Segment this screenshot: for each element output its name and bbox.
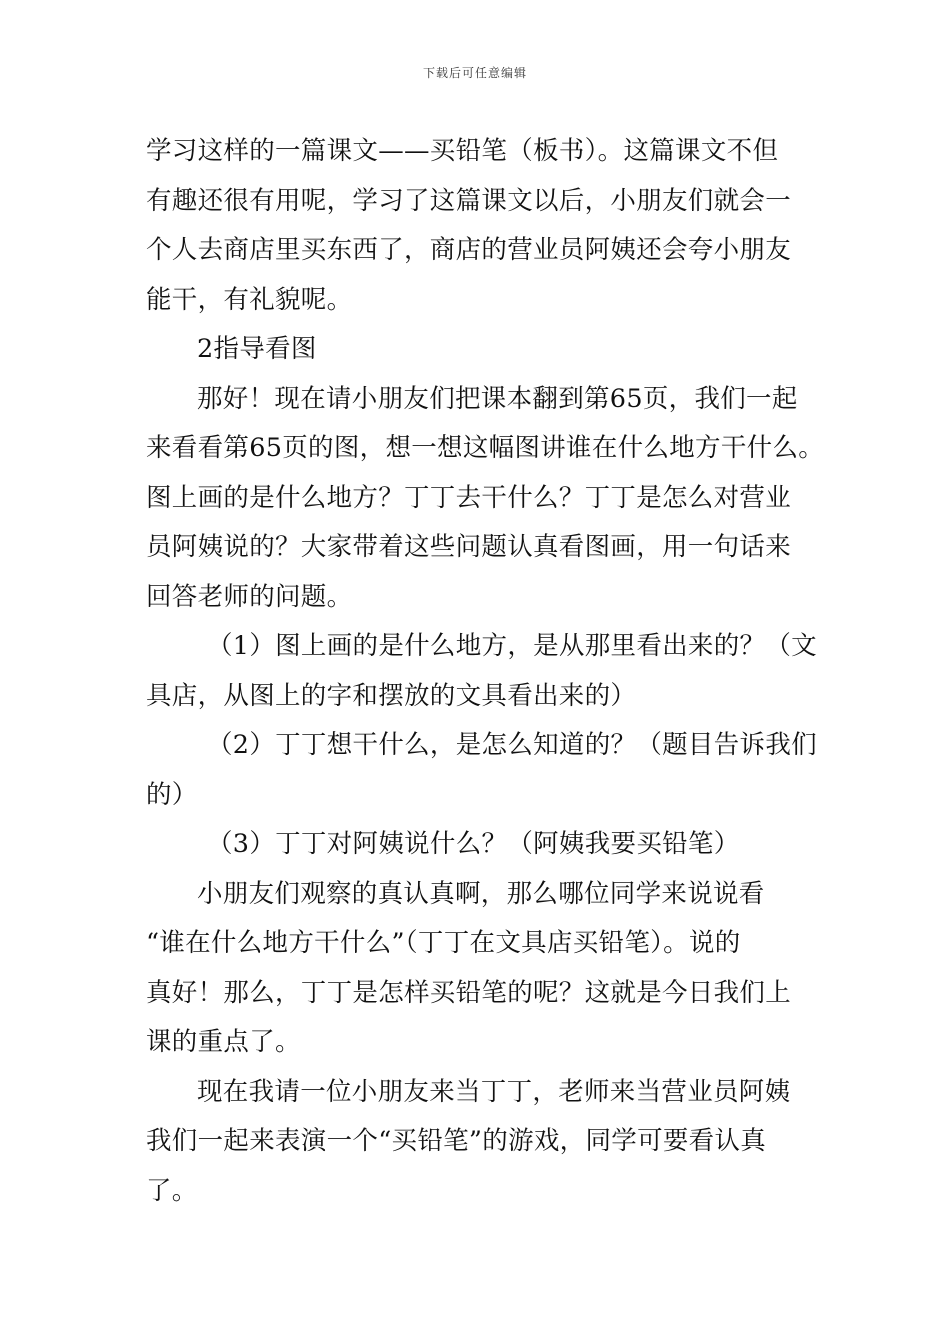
text-line: 了。 — [146, 1175, 198, 1206]
text-line: 能干，有礼貌呢。 — [146, 284, 353, 315]
text-line: “谁在什么地方干什么”（丁丁在文具店买铅笔）。说的 — [146, 928, 741, 958]
text-line: 回答老师的问题。 — [146, 581, 353, 612]
list-item: （3）丁丁对阿姨说什么？（阿姨我要买铅笔） — [207, 829, 740, 859]
text-line: 有趣还很有用呢，学习了这篇课文以后，小朋友们就会一 — [146, 185, 792, 216]
text-line: 具店，从图上的字和摆放的文具看出来的） — [146, 680, 637, 711]
text-line: 来看看第65页的图，想一想这幅图讲谁在什么地方干什么。 — [146, 433, 825, 463]
text-line: 小朋友们观察的真认真啊，那么哪位同学来说说看 — [197, 878, 765, 909]
text-line: 的） — [146, 779, 198, 810]
list-item: （2）丁丁想干什么，是怎么知道的？（题目告诉我们 — [207, 730, 817, 760]
list-item: （1）图上画的是什么地方，是从那里看出来的？（文 — [207, 631, 817, 661]
section-heading: 2指导看图 — [197, 334, 317, 364]
text-line: 图上画的是什么地方？丁丁去干什么？丁丁是怎么对营业 — [146, 482, 792, 513]
text-line: 个人去商店里买东西了，商店的营业员阿姨还会夸小朋友 — [146, 235, 792, 265]
text-line: 现在我请一位小朋友来当丁丁，老师来当营业员阿姨 — [197, 1076, 791, 1107]
text-line: 我们一起来表演一个“买铅笔”的游戏，同学可要看认真 — [146, 1126, 767, 1156]
text-line: 员阿姨说的？大家带着这些问题认真看图画，用一句话来 — [146, 532, 792, 562]
page-header: 下载后可任意编辑 — [422, 66, 527, 80]
text-line: 那好！现在请小朋友们把课本翻到第65页，我们一起 — [197, 383, 798, 414]
text-line: 真好！那么，丁丁是怎样买铅笔的呢？这就是今日我们上 — [146, 977, 792, 1008]
document-body — [146, 127, 825, 1216]
text-line: 课的重点了。 — [146, 1027, 301, 1057]
text-line: 学习这样的一篇课文——买铅笔（板书）。这篇课文不但 — [146, 136, 779, 166]
